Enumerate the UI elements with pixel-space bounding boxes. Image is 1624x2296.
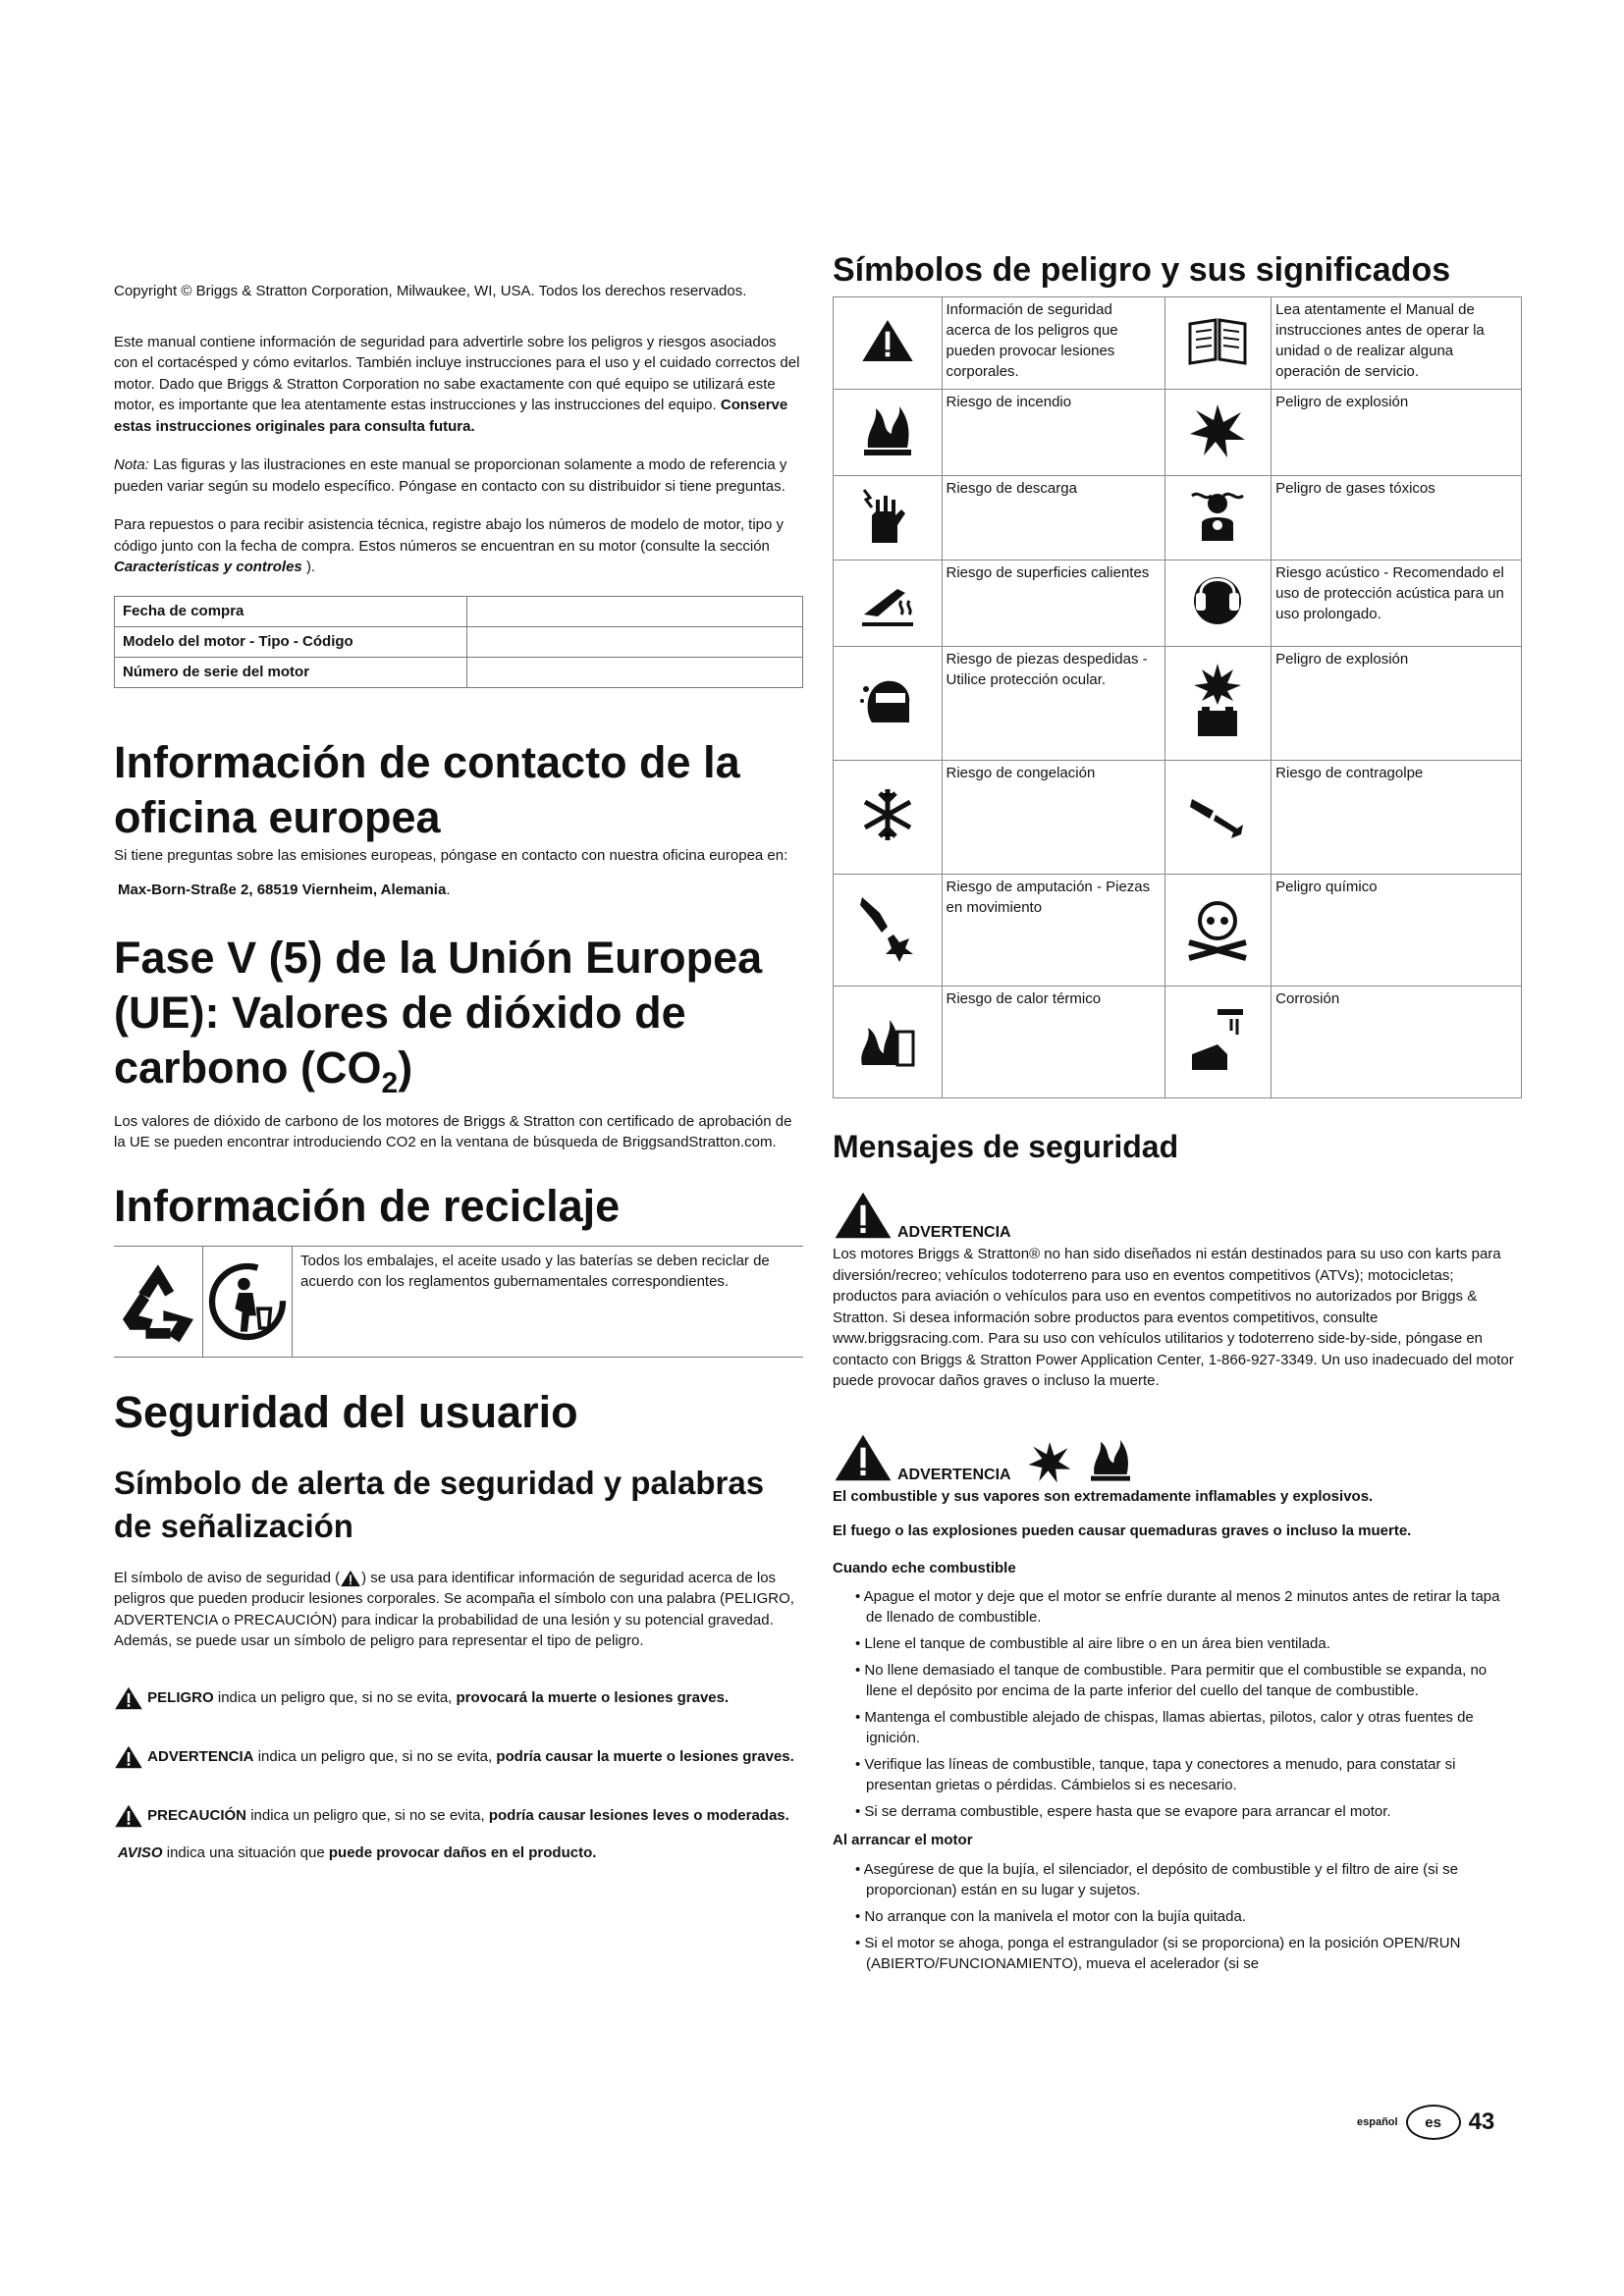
recycle-box <box>114 1246 803 1358</box>
fire-icon <box>1084 1435 1137 1484</box>
symbol-text: Peligro químico <box>1272 875 1522 987</box>
peligro-bold: provocará la muerte o lesiones graves. <box>456 1688 730 1706</box>
eye-protection-icon <box>834 647 943 761</box>
precaucion-paragraph <box>114 1803 801 1829</box>
table-row <box>834 761 1522 875</box>
alert-triangle-icon <box>834 297 943 390</box>
table-row <box>834 647 1522 761</box>
symbols-title: Símbolos de peligro y sus significados <box>833 251 1451 289</box>
note-text: Las figuras y las ilustraciones en este manual se proporcionan solamente a modo de referencia y pueden variar según su modelo específico. Póngase en contacto con su distribuidor si tiene preguntas. <box>114 456 787 495</box>
list-item: • Llene el tanque de combustible al aire libre o en un área bien ventilada. <box>833 1633 1520 1654</box>
left-column <box>114 281 801 1863</box>
table-row <box>834 390 1522 476</box>
table-row <box>115 596 803 626</box>
symbol-text: Riesgo de contragolpe <box>1272 761 1522 875</box>
intro-paragraph <box>114 332 801 438</box>
symbol-text: Información de seguridad acerca de los peligros que pueden provocar lesiones corporales. <box>942 297 1164 390</box>
page-number: 43 <box>1468 2109 1495 2135</box>
eu-title-text: Fase V (5) de la Unión Europea (UE): Valores de dióxido de carbono (CO <box>114 932 763 1093</box>
intro-bold: Conserve estas instrucciones originales para consulta futura. <box>114 397 788 435</box>
eu-title <box>114 931 801 1111</box>
alert-triangle-icon <box>833 1189 893 1242</box>
advertencia-bold: podría causar la muerte o lesiones graves. <box>496 1747 794 1765</box>
serial-number-label: Número de serie del motor <box>115 657 467 687</box>
contact-title: Información de contacto de la oficina europea <box>114 736 740 842</box>
symbol-text: Riesgo de descarga <box>942 476 1164 561</box>
hearing-protection-icon <box>1164 561 1271 647</box>
registration-table <box>114 596 803 688</box>
symbol-text: Corrosión <box>1272 987 1522 1098</box>
table-row <box>115 657 803 687</box>
explosion-icon <box>1164 390 1271 476</box>
fueling-heading: Cuando eche combustible <box>833 1559 1016 1576</box>
alert-triangle-icon <box>340 1570 361 1587</box>
table-row <box>834 987 1522 1098</box>
alert-triangle-icon <box>114 1744 143 1770</box>
language-code-badge: es <box>1406 2105 1461 2140</box>
aviso-bold: puede provocar daños en el producto. <box>328 1843 597 1861</box>
precaucion-word: PRECAUCIÓN <box>147 1806 247 1824</box>
hazard-symbols-table <box>833 296 1522 1098</box>
table-row <box>834 476 1522 561</box>
precaucion-text: indica un peligro que, si no se evita, <box>250 1806 485 1824</box>
electric-shock-icon <box>834 476 943 561</box>
aviso-word: AVISO <box>118 1843 163 1861</box>
recycle-text: Todos los embalajes, el aceite usado y las baterías se deben reciclar de acuerdo con los reglamentos gubernamentales correspondientes. <box>300 1252 770 1290</box>
user-safety-title: Seguridad del usuario <box>114 1386 578 1437</box>
contact-text: Si tiene preguntas sobre las emisiones europeas, póngase en contacto con nuestra oficina europea en: <box>114 846 788 864</box>
page-footer <box>1357 2105 1494 2140</box>
eu-title-subscript: 2 <box>381 1066 399 1099</box>
symbol-text: Riesgo de piezas despedidas - Utilice protección ocular. <box>942 647 1164 761</box>
symbol-text: Peligro de gases tóxicos <box>1272 476 1522 561</box>
snowflake-icon <box>834 761 943 875</box>
purchase-date-label: Fecha de compra <box>115 596 467 626</box>
note-label: Nota: <box>114 456 149 473</box>
list-item: • Mantenga el combustible alejado de chispas, llamas abiertas, pilotos, calor y otras fuentes de ignición. <box>833 1707 1520 1748</box>
symbol-text: Peligro de explosión <box>1272 647 1522 761</box>
symbol-text: Riesgo de superficies calientes <box>942 561 1164 647</box>
symbol-text: Riesgo de calor térmico <box>942 987 1164 1098</box>
warning-label: ADVERTENCIA <box>897 1224 1011 1241</box>
symbol-text: Riesgo acústico - Recomendado el uso de protección acústica para un uso prolongado. <box>1272 561 1522 647</box>
warning-header <box>833 1431 1520 1484</box>
copyright-text: Copyright © Briggs & Stratton Corporation, Milwaukee, WI, USA. Todos los derechos reservados. <box>114 283 747 299</box>
symbol-text: Lea atentamente el Manual de instrucciones antes de operar la unidad o de realizar alguna operación de servicio. <box>1272 297 1522 390</box>
table-row <box>834 297 1522 390</box>
tidyman-icon <box>203 1247 293 1357</box>
manual-book-icon <box>1164 297 1271 390</box>
skull-crossbones-icon <box>1164 875 1271 987</box>
contact-address: Max-Born-Straße 2, 68519 Viernheim, Alemania <box>118 881 447 898</box>
advertencia-text: indica un peligro que, si no se evita, <box>257 1747 493 1765</box>
recycle-title: Información de reciclaje <box>114 1180 621 1231</box>
warning-text: Los motores Briggs & Stratton® no han sido diseñados ni están destinados para su uso con karts para diversión/recreo; vehículos todoterreno para uso en eventos competitivos (ATVs); motocicletas; productos para aviación o vehículos para uso en eventos competitivos no autorizados por Briggs & Stratton. Si desea información sobre productos para eventos competitivos, consulte www.briggsracing.com. Para su uso con vehículos utilitarios y todoterreno side-by-side, póngase en contacto con Briggs & Stratton Power Application Center, 1-866-927-3349. Un uso inadecuado del motor puede provocar daños graves o incluso la muerte. <box>833 1246 1514 1389</box>
fueling-list <box>833 1586 1520 1822</box>
list-item: • Asegúrese de que la bujía, el silenciador, el depósito de combustible y el filtro de aire (si se proporcionan) están en su lugar y sujetos. <box>833 1859 1520 1900</box>
language-label: español <box>1357 2116 1398 2128</box>
alert-triangle-icon <box>114 1685 143 1711</box>
safety-messages-title: Mensajes de seguridad <box>833 1129 1179 1164</box>
alert-paragraph <box>114 1568 801 1652</box>
aviso-paragraph <box>114 1842 801 1864</box>
precaucion-bold: podría causar lesiones leves o moderadas. <box>488 1806 789 1824</box>
list-item: • No arranque con la manivela el motor con la bujía quitada. <box>833 1906 1520 1927</box>
list-item: • Si el motor se ahoga, ponga el estrangulador (si se proporciona) en la posición OPEN/RUN (ABIERTO/FUNCIONAMIENTO), mueva el acelerador (si se <box>833 1933 1520 1974</box>
alert-text-a: El símbolo de aviso de seguridad ( <box>114 1569 341 1586</box>
battery-explosion-icon <box>1164 647 1271 761</box>
flammable-warning: El combustible y sus vapores son extremadamente inflamables y explosivos. <box>833 1487 1374 1505</box>
burn-warning: El fuego o las explosiones pueden causar quemaduras graves o incluso la muerte. <box>833 1522 1412 1539</box>
alert-symbol-title: Símbolo de alerta de seguridad y palabras de señalización <box>114 1464 765 1544</box>
recycle-icon <box>114 1247 203 1357</box>
table-row <box>834 561 1522 647</box>
contact-address-line <box>114 880 801 901</box>
aviso-text: indica una situación que <box>166 1843 325 1861</box>
warning-header <box>833 1189 1520 1242</box>
fire-icon <box>834 390 943 476</box>
parts-text: Para repuestos o para recibir asistencia técnica, registre abajo los números de modelo de motor, tipo y código junto con la fecha de compra. Estos números se encuentran en su motor (consulte la sección <box>114 516 785 555</box>
parts-reference: Características y controles <box>114 559 302 575</box>
table-row <box>834 875 1522 987</box>
advertencia-word: ADVERTENCIA <box>147 1747 254 1765</box>
starting-list <box>833 1859 1520 1974</box>
amputation-icon <box>834 875 943 987</box>
peligro-text: indica un peligro que, si no se evita, <box>217 1688 453 1706</box>
corrosion-icon <box>1164 987 1271 1098</box>
warning-block-2 <box>833 1431 1520 1974</box>
parts-end: ). <box>305 559 316 575</box>
list-item: • Apague el motor y deje que el motor se enfríe durante al menos 2 minutos antes de retirar la tapa de llenado de combustible. <box>833 1586 1520 1628</box>
parts-paragraph <box>114 514 801 578</box>
alert-triangle-icon <box>114 1803 143 1829</box>
engine-model-field[interactable] <box>467 626 803 657</box>
advertencia-paragraph <box>114 1744 801 1770</box>
peligro-word: PELIGRO <box>147 1688 214 1706</box>
alert-text-b: ) se usa para identificar información de seguridad acerca de los peligros que pueden producir lesiones corporales. Se acompaña el símbolo con una palabra (PELIGRO, ADVERTENCIA o PRECAUCIÓN) para indicar la probabilidad de una lesión y su potencial gravedad. Además, se puede usar un símbolo de peligro para representar el tipo de peligro. <box>114 1569 794 1649</box>
peligro-paragraph <box>114 1685 801 1711</box>
explosion-icon <box>1025 1439 1074 1484</box>
warning-block-1 <box>833 1189 1520 1392</box>
serial-number-field[interactable] <box>467 657 803 687</box>
eu-text: Los valores de dióxido de carbono de los motores de Briggs & Stratton con certificado de aprobación de la UE se pueden encontrar introduciendo CO2 en la ventana de búsqueda de BriggsandStratton.com. <box>114 1112 792 1150</box>
kickback-icon <box>1164 761 1271 875</box>
right-column <box>833 249 1520 1980</box>
hot-surface-icon <box>834 561 943 647</box>
contact-period: . <box>446 881 451 898</box>
list-item: • Verifique las líneas de combustible, tanque, tapa y conectores a menudo, para constatar si presentan grietas o pérdidas. Cámbielos si es necesario. <box>833 1754 1520 1795</box>
starting-heading: Al arrancar el motor <box>833 1832 973 1848</box>
list-item: • No llene demasiado el tanque de combustible. Para permitir que el combustible se expanda, no llene el depósito por encima de la parte inferior del cuello del tanque de combustible. <box>833 1660 1520 1701</box>
symbol-text: Riesgo de incendio <box>942 390 1164 476</box>
thermal-heat-icon <box>834 987 943 1098</box>
purchase-date-field[interactable] <box>467 596 803 626</box>
symbol-text: Riesgo de amputación - Piezas en movimiento <box>942 875 1164 987</box>
alert-triangle-icon <box>833 1431 893 1484</box>
note-paragraph <box>114 454 801 497</box>
list-item: • Si se derrama combustible, espere hasta que se evapore para arrancar el motor. <box>833 1801 1520 1822</box>
symbol-text: Peligro de explosión <box>1272 390 1522 476</box>
engine-model-label: Modelo del motor - Tipo - Código <box>115 626 467 657</box>
symbol-text: Riesgo de congelación <box>942 761 1164 875</box>
warning-label: ADVERTENCIA <box>897 1466 1011 1483</box>
intro-text: Este manual contiene información de seguridad para advertirle sobre los peligros y riesgos asociados con el cortacésped y cómo evitarlos. También incluye instrucciones para el uso y el cuidado correctos del motor. Dado que Briggs & Stratton Corporation no sabe exactamente con qué equipo se utilizará este motor, es importante que lea atentamente estas instrucciones y las instrucciones del equipo. <box>114 333 800 413</box>
toxic-gas-icon <box>1164 476 1271 561</box>
table-row <box>115 626 803 657</box>
eu-title-end: ) <box>398 1041 413 1093</box>
